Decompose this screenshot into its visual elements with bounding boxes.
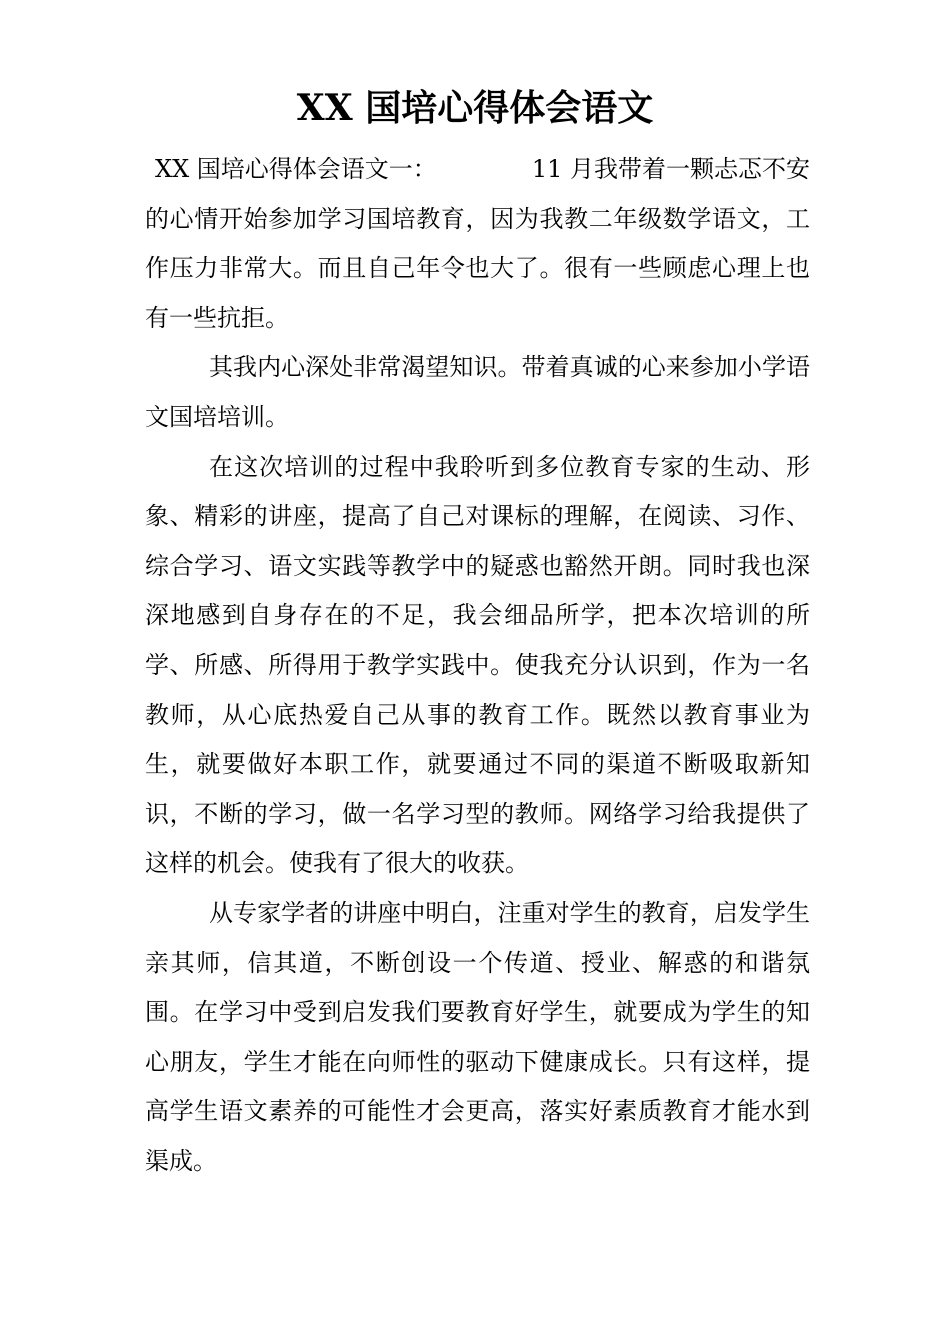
intro-label: XX 国培心得体会语文一：: [155, 155, 437, 183]
body-paragraph: 其我内心深处非常渴望知识。带着真诚的心来参加小学语文国培培训。: [145, 353, 810, 431]
intro-text: 11 月我带着一颗忐忑不安的心情开始参加学习国培教育，因为我教二年级数学语文，工作压力非常大。而且自己年令也大了。很有一些顾虑心理上也有一些抗拒。: [145, 155, 810, 332]
body-paragraph: 从专家学者的讲座中明白，注重对学生的教育，启发学生亲其师，信其道，不断创设一个传道、授业、解惑的和谐氛围。在学习中受到启发我们要教育好学生，就要成为学生的知心朋友，学生才能在向师性的驱动下健康成长。只有这样，提高学生语文素养的可能性才会更高，落实好素质教育才能水到渠成。: [145, 898, 810, 1175]
document-title: XX 国培心得体会语文: [296, 87, 654, 129]
document-body: [145, 145, 810, 1186]
intro-paragraph: [145, 145, 810, 343]
body-paragraph: 在这次培训的过程中我聆听到多位教育专家的生动、形象、精彩的讲座，提高了自己对课标的理解，在阅读、习作、综合学习、语文实践等教学中的疑惑也豁然开朗。同时我也深深地感到自身存在的不足，我会细品所学，把本次培训的所学、所感、所得用于教学实践中。使我充分认识到，作为一名教师，从心底热爱自己从事的教育工作。既然以教育事业为生，就要做好本职工作，就要通过不同的渠道不断吸取新知识，不断的学习，做一名学习型的教师。网络学习给我提供了这样的机会。使我有了很大的收获。: [145, 452, 810, 878]
